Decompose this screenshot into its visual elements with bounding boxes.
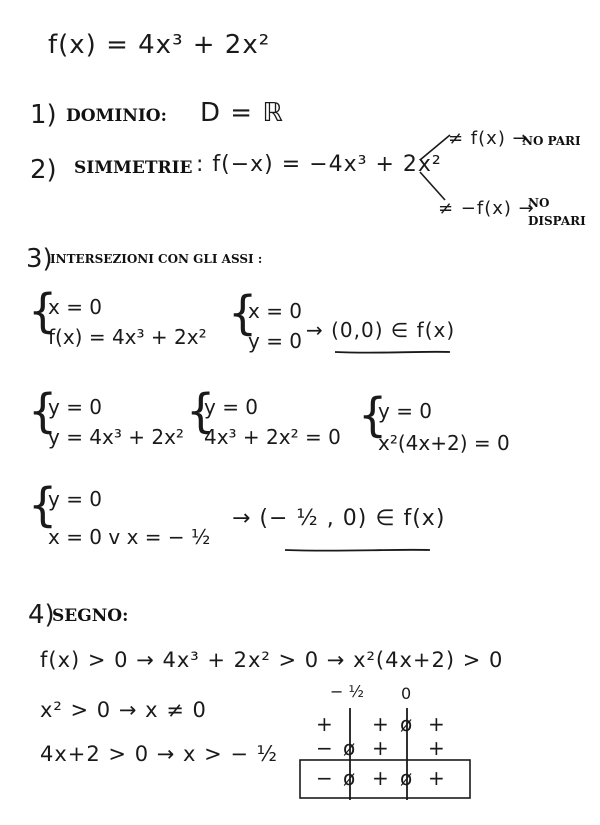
brace: { bbox=[186, 384, 216, 438]
system-line: y = 0 bbox=[48, 395, 103, 419]
section-3-title: INTERSEZIONI CON GLI ASSI : bbox=[50, 252, 263, 266]
system-line: y = 0 bbox=[378, 399, 433, 423]
sign-cell: + bbox=[372, 712, 389, 736]
section-1-number: 1) bbox=[30, 100, 57, 130]
function-definition: f(x) = 4x³ + 2x² bbox=[48, 30, 271, 60]
sign-inequality-factor2: 4x+2 > 0 → x > − ½ bbox=[40, 742, 278, 766]
symmetry-expression: : f(−x) = −4x³ + 2x² bbox=[196, 152, 442, 177]
brace: { bbox=[228, 286, 258, 340]
system-line: x = 0 bbox=[248, 299, 303, 323]
brace: { bbox=[358, 388, 388, 442]
system-line: y = 0 bbox=[248, 329, 303, 353]
sign-cell: − bbox=[316, 766, 333, 790]
sign-inequality-factor1: x² > 0 → x ≠ 0 bbox=[40, 698, 207, 722]
critical-point-1: − ½ bbox=[330, 682, 364, 701]
zero-marker: ø bbox=[400, 766, 413, 790]
sign-cell: + bbox=[428, 712, 445, 736]
zero-marker: ø bbox=[343, 766, 356, 790]
section-2-number: 2) bbox=[30, 155, 57, 185]
system-line: x = 0 bbox=[48, 295, 103, 319]
even-result: NO PARI bbox=[522, 134, 581, 148]
even-check: ≠ f(x) → bbox=[448, 128, 529, 149]
sign-cell: + bbox=[316, 712, 333, 736]
sign-cell: + bbox=[428, 766, 445, 790]
zero-marker: ø bbox=[343, 736, 356, 760]
system-line: y = 0 bbox=[48, 487, 103, 511]
brace: { bbox=[28, 478, 58, 532]
sign-cell: + bbox=[372, 766, 389, 790]
sign-inequality-main: f(x) > 0 → 4x³ + 2x² > 0 → x²(4x+2) > 0 bbox=[40, 648, 504, 672]
intersection-x-axis-result: → (− ½ , 0) ∈ f(x) bbox=[232, 506, 446, 531]
critical-point-2: 0 bbox=[401, 684, 412, 703]
system-line: x²(4x+2) = 0 bbox=[378, 431, 510, 455]
system-line: 4x³ + 2x² = 0 bbox=[204, 425, 341, 449]
section-3-number: 3) bbox=[26, 244, 53, 274]
section-1-title: DOMINIO: bbox=[66, 106, 167, 126]
odd-check: ≠ −f(x) → bbox=[438, 198, 535, 219]
brace: { bbox=[28, 384, 58, 438]
sign-cell: + bbox=[372, 736, 389, 760]
brace: { bbox=[28, 284, 58, 338]
system-line: y = 0 bbox=[204, 395, 259, 419]
system-line: f(x) = 4x³ + 2x² bbox=[48, 325, 207, 349]
odd-result-line1: NO bbox=[528, 196, 550, 210]
section-4-title: SEGNO: bbox=[52, 606, 129, 626]
intersection-origin-result: → (0,0) ∈ f(x) bbox=[306, 318, 456, 342]
sign-cell: + bbox=[428, 736, 445, 760]
system-line: x = 0 v x = − ½ bbox=[48, 525, 211, 549]
domain-value: D = ℝ bbox=[200, 98, 284, 128]
section-4-number: 4) bbox=[28, 600, 55, 630]
system-line: y = 4x³ + 2x² bbox=[48, 425, 184, 449]
section-2-title: SIMMETRIE bbox=[74, 158, 193, 178]
sign-cell: − bbox=[316, 736, 333, 760]
odd-result-line2: DISPARI bbox=[528, 214, 586, 228]
zero-marker: ø bbox=[400, 712, 413, 736]
